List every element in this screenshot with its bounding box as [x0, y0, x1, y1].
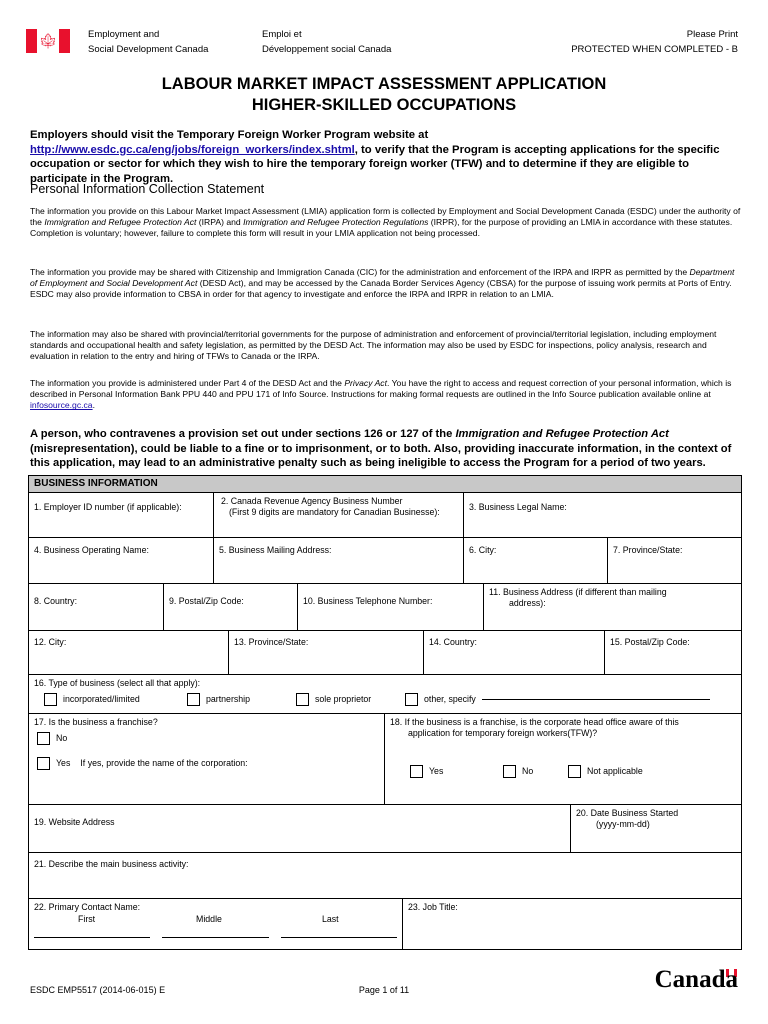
- dept-fr-line1: Emploi et: [262, 29, 302, 40]
- dept-en-line2: Social Development Canada: [88, 44, 209, 55]
- page-number: Page 1 of 11: [358, 985, 410, 995]
- field-business-operating-name[interactable]: 4. Business Operating Name:: [29, 538, 214, 583]
- infosource-link[interactable]: infosource.gc.ca: [30, 400, 93, 411]
- field-business-telephone[interactable]: 10. Business Telephone Number:: [298, 584, 484, 630]
- field-head-office-aware: 18. If the business is a franchise, is the corporate head office aware of this application for temporary foreign workers(TFW)? Yes No Not applicable: [390, 717, 679, 776]
- checkbox-franchise-yes[interactable]: [37, 757, 50, 770]
- department-name-french: [262, 27, 391, 57]
- field-business-address-alt[interactable]: 11. Business Address (if different than mailing address):: [489, 587, 667, 608]
- form-row-3: [29, 584, 741, 631]
- checkbox-sole-proprietor[interactable]: [296, 693, 309, 706]
- form-row-4: [29, 631, 741, 675]
- dept-fr-line2: Développement social Canada: [262, 44, 392, 55]
- contact-first-name-input[interactable]: [34, 937, 150, 938]
- contact-last-name-input[interactable]: [281, 937, 397, 938]
- other-specify-input[interactable]: [482, 699, 710, 700]
- penalty-warning: A person, who contravenes a provision set out under sections 126 or 127 of the Immigration and Refugee Protection Act (misrepresentation), could be liable to a fine or to imprisonment, or to both. Also, providing inaccurate information, in the context of this application, may lead to an administrative penalty such as being ineligible to access the Program for a period of two years.: [30, 428, 732, 469]
- field-city[interactable]: 6. City:: [464, 538, 608, 583]
- form-subtitle: HIGHER-SKILLED OCCUPATIONS: [251, 96, 517, 114]
- field-city-alt[interactable]: 12. City:: [29, 631, 229, 674]
- form-title: LABOUR MARKET IMPACT ASSESSMENT APPLICATION: [161, 75, 607, 93]
- checkbox-aware-na[interactable]: [568, 765, 581, 778]
- field-type-of-business: 16. Type of business (select all that apply): incorporated/limited partnership sole proprietor other, specify: [29, 675, 741, 713]
- field-cra-business-number[interactable]: 2. Canada Revenue Agency Business Number (First 9 digits are mandatory for Canadian Businesse):: [214, 493, 464, 537]
- field-postal-code[interactable]: 9. Postal/Zip Code:: [164, 584, 298, 630]
- field-website-address[interactable]: 19. Website Address: [29, 805, 571, 852]
- pics-paragraph-3: The information may also be shared with provincial/territorial governments for the purpose of administration and enforcement of provincial/territorial legislation, including employment standards and occupational health and safety legislation, as permitted by the DESD Act. The information may also be used by ESDC for inspections, policy analysis, research and evaluation in relation to the entry and hiring of TFWs to Canada or the IRPA.: [30, 329, 717, 362]
- protected-label: PROTECTED WHEN COMPLETED - B: [571, 44, 738, 55]
- form-row-6: [29, 714, 741, 805]
- department-name-english: [88, 27, 208, 57]
- pics-paragraph-4: The information you provide is administered under Part 4 of the DESD Act and the Privacy Act. You have the right to access and request correction of your personal information, which is described in Personal Information Bank PPU 440 and PPU 171 of Info Source. Instructions for making formal requests are outlined in the Info Source publication available online at infosource.gc.ca.: [30, 378, 732, 411]
- checkbox-franchise-no[interactable]: [37, 732, 50, 745]
- field-country-alt[interactable]: 14. Country:: [424, 631, 605, 674]
- field-job-title[interactable]: 23. Job Title:: [408, 902, 458, 912]
- form-row-8: [29, 853, 741, 899]
- contact-middle-name-input[interactable]: [162, 937, 270, 938]
- header-right: [571, 27, 738, 57]
- field-primary-contact-name: 22. Primary Contact Name: First Middle Last: [29, 899, 403, 949]
- checkbox-other[interactable]: [405, 693, 418, 706]
- checkbox-incorporated[interactable]: [44, 693, 57, 706]
- form-row-9: [29, 899, 741, 949]
- canada-wordmark: Canada: [654, 966, 738, 993]
- pics-paragraph-1: The information you provide on this Labour Market Impact Assessment (LMIA) application form is collected by Employment and Social Development Canada (ESDC) under the authority of the Immigration and Refugee Protection Act (IRPA) and Immigration and Refugee Protection Regulations (IRPR), for the purpose of providing an LMIA in accordance with these statutes. Completion is voluntary; however, failure to complete this form will result in your LMIA application not being processed.: [30, 206, 741, 239]
- field-province-state[interactable]: 7. Province/State:: [613, 545, 683, 555]
- dept-en-line1: Employment and: [88, 29, 160, 40]
- field-business-legal-name[interactable]: 3. Business Legal Name:: [469, 502, 567, 512]
- canada-flag-icon: 🍁︎: [26, 29, 70, 53]
- please-print-label: Please Print: [686, 29, 738, 40]
- field-business-mailing-address[interactable]: 5. Business Mailing Address:: [214, 538, 464, 583]
- form-number: ESDC EMP5517 (2014-06-015) E: [30, 985, 166, 995]
- intro-paragraph: Employers should visit the Temporary Foreign Worker Program website at http://www.esdc.gc.ca/eng/jobs/foreign_workers/index.shtml, to verify that the Program is accepting applications for the specific occupation or sector for which they wish to hire the temporary foreign worker (TFW) and to determine if they are eligible to participate in the Program.: [30, 129, 720, 185]
- form-row-1: [29, 493, 741, 538]
- form-row-5: [29, 675, 741, 714]
- field-province-state-alt[interactable]: 13. Province/State:: [229, 631, 424, 674]
- section-header: BUSINESS INFORMATION: [29, 476, 741, 493]
- form-row-7: [29, 805, 741, 853]
- checkbox-aware-no[interactable]: [503, 765, 516, 778]
- field-date-business-started[interactable]: 20. Date Business Started (yyyy-mm-dd): [576, 808, 679, 829]
- pics-paragraph-2: The information you provide may be shared with Citizenship and Immigration Canada (CIC) for the administration and enforcement of the IRPA and IRPR as permitted by the Department of Employment and Social Development Act (DESD Act), and may be accessed by the Canada Border Services Agency (CBSA) for the purpose of issuing work permits at Ports of Entry. ESDC may also provide information to CBSA in order for that agency to investigate and enforce the IRPA and IRPR in relation to an LMIA.: [30, 267, 735, 300]
- field-main-business-activity[interactable]: 21. Describe the main business activity:: [34, 859, 189, 869]
- field-employer-id[interactable]: 1. Employer ID number (if applicable):: [29, 493, 214, 537]
- field-postal-code-alt[interactable]: 15. Postal/Zip Code:: [610, 637, 690, 647]
- form-row-2: [29, 538, 741, 584]
- checkbox-partnership[interactable]: [187, 693, 200, 706]
- business-information-form: [28, 475, 742, 950]
- pics-heading: Personal Information Collection Statement: [30, 182, 265, 196]
- field-franchise: 17. Is the business a franchise? No Yes If yes, provide the name of the corporation:: [29, 714, 385, 804]
- program-website-link[interactable]: http://www.esdc.gc.ca/eng/jobs/foreign_workers/index.shtml: [30, 143, 355, 156]
- field-country[interactable]: 8. Country:: [29, 584, 164, 630]
- checkbox-aware-yes[interactable]: [410, 765, 423, 778]
